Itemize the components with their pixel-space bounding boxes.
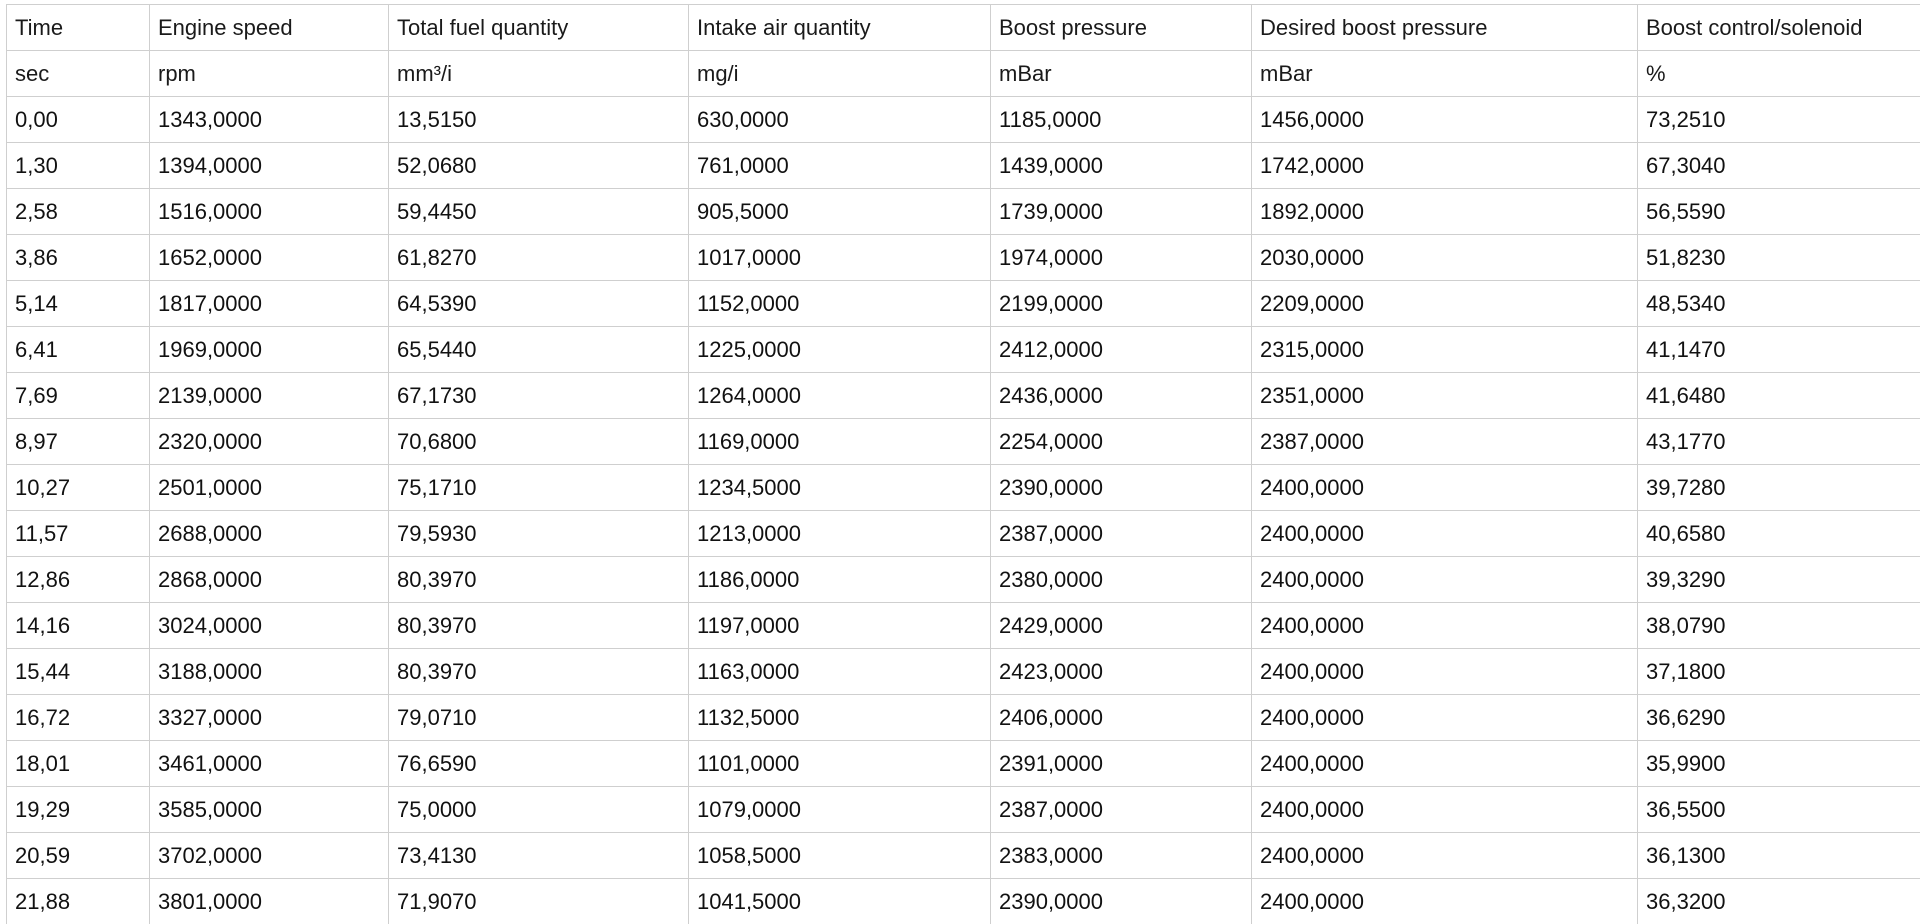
table-cell[interactable]: 43,1770 xyxy=(1638,419,1920,465)
table-cell[interactable]: 12,86 xyxy=(7,557,150,603)
table-cell[interactable]: 1264,0000 xyxy=(689,373,991,419)
table-row xyxy=(7,603,1920,649)
table-cell[interactable]: 36,5500 xyxy=(1638,787,1920,833)
table-cell[interactable]: 1439,0000 xyxy=(991,143,1252,189)
table-cell[interactable]: 1101,0000 xyxy=(689,741,991,787)
table-cell[interactable]: 6,41 xyxy=(7,327,150,373)
table-cell[interactable]: 1516,0000 xyxy=(150,189,389,235)
table-cell[interactable]: 80,3970 xyxy=(389,649,689,695)
unit-cell[interactable]: mBar xyxy=(991,51,1252,97)
table-cell[interactable]: 3024,0000 xyxy=(150,603,389,649)
column-header[interactable]: Total fuel quantity xyxy=(389,5,689,51)
table-row xyxy=(7,97,1920,143)
table-cell[interactable]: 73,4130 xyxy=(389,833,689,879)
table-cell[interactable]: 761,0000 xyxy=(689,143,991,189)
table-cell[interactable]: 3801,0000 xyxy=(150,879,389,924)
unit-cell[interactable]: sec xyxy=(7,51,150,97)
table-cell[interactable]: 52,0680 xyxy=(389,143,689,189)
table-cell[interactable]: 1234,5000 xyxy=(689,465,991,511)
table-cell[interactable]: 1343,0000 xyxy=(150,97,389,143)
table-cell[interactable]: 40,6580 xyxy=(1638,511,1920,557)
table-cell[interactable]: 1817,0000 xyxy=(150,281,389,327)
data-table xyxy=(6,4,1920,924)
table-cell[interactable]: 75,0000 xyxy=(389,787,689,833)
table-cell[interactable]: 2030,0000 xyxy=(1252,235,1638,281)
table-cell[interactable]: 7,69 xyxy=(7,373,150,419)
table-cell[interactable]: 75,1710 xyxy=(389,465,689,511)
table-cell[interactable]: 2400,0000 xyxy=(1252,833,1638,879)
table-cell[interactable]: 20,59 xyxy=(7,833,150,879)
table-cell[interactable]: 15,44 xyxy=(7,649,150,695)
table-cell[interactable]: 3,86 xyxy=(7,235,150,281)
table-cell[interactable]: 1742,0000 xyxy=(1252,143,1638,189)
table-row xyxy=(7,143,1920,189)
table-cell[interactable]: 2406,0000 xyxy=(991,695,1252,741)
table-cell[interactable]: 11,57 xyxy=(7,511,150,557)
table-cell[interactable]: 2387,0000 xyxy=(991,787,1252,833)
table-cell[interactable]: 73,2510 xyxy=(1638,97,1920,143)
table-cell[interactable]: 39,3290 xyxy=(1638,557,1920,603)
table-cell[interactable]: 41,6480 xyxy=(1638,373,1920,419)
table-cell[interactable]: 1197,0000 xyxy=(689,603,991,649)
table-cell[interactable]: 2387,0000 xyxy=(1252,419,1638,465)
table-row xyxy=(7,649,1920,695)
table-cell[interactable]: 38,0790 xyxy=(1638,603,1920,649)
table-cell[interactable]: 2254,0000 xyxy=(991,419,1252,465)
table-cell[interactable]: 1456,0000 xyxy=(1252,97,1638,143)
table-cell[interactable]: 3585,0000 xyxy=(150,787,389,833)
table-cell[interactable]: 80,3970 xyxy=(389,603,689,649)
table-cell[interactable]: 2412,0000 xyxy=(991,327,1252,373)
table-cell[interactable]: 1739,0000 xyxy=(991,189,1252,235)
table-row xyxy=(7,557,1920,603)
table-cell[interactable]: 905,5000 xyxy=(689,189,991,235)
table-row xyxy=(7,511,1920,557)
table-cell[interactable]: 79,5930 xyxy=(389,511,689,557)
table-cell[interactable]: 61,8270 xyxy=(389,235,689,281)
table-cell[interactable]: 1058,5000 xyxy=(689,833,991,879)
table-cell[interactable]: 71,9070 xyxy=(389,879,689,924)
table-cell[interactable]: 2436,0000 xyxy=(991,373,1252,419)
table-cell[interactable]: 13,5150 xyxy=(389,97,689,143)
column-header[interactable]: Boost pressure xyxy=(991,5,1252,51)
table-cell[interactable]: 2423,0000 xyxy=(991,649,1252,695)
table-cell[interactable]: 2315,0000 xyxy=(1252,327,1638,373)
unit-cell[interactable]: rpm xyxy=(150,51,389,97)
table-cell[interactable]: 51,8230 xyxy=(1638,235,1920,281)
table-row xyxy=(7,235,1920,281)
table-cell[interactable]: 39,7280 xyxy=(1638,465,1920,511)
table-cell[interactable]: 2501,0000 xyxy=(150,465,389,511)
table-cell[interactable]: 65,5440 xyxy=(389,327,689,373)
unit-cell[interactable]: mBar xyxy=(1252,51,1638,97)
table-cell[interactable]: 48,5340 xyxy=(1638,281,1920,327)
table-cell[interactable]: 5,14 xyxy=(7,281,150,327)
table-cell[interactable]: 2400,0000 xyxy=(1252,787,1638,833)
table-cell[interactable]: 70,6800 xyxy=(389,419,689,465)
table-cell[interactable]: 16,72 xyxy=(7,695,150,741)
table-row xyxy=(7,741,1920,787)
units-row xyxy=(7,51,1920,97)
table-cell[interactable]: 2139,0000 xyxy=(150,373,389,419)
table-cell[interactable]: 3702,0000 xyxy=(150,833,389,879)
table-cell[interactable]: 1079,0000 xyxy=(689,787,991,833)
table-cell[interactable]: 2429,0000 xyxy=(991,603,1252,649)
table-cell[interactable]: 3188,0000 xyxy=(150,649,389,695)
table-cell[interactable]: 79,0710 xyxy=(389,695,689,741)
table-row xyxy=(7,373,1920,419)
table-cell[interactable]: 59,4450 xyxy=(389,189,689,235)
table-cell[interactable]: 64,5390 xyxy=(389,281,689,327)
table-cell[interactable]: 8,97 xyxy=(7,419,150,465)
table-cell[interactable]: 1017,0000 xyxy=(689,235,991,281)
table-cell[interactable]: 2380,0000 xyxy=(991,557,1252,603)
header-row xyxy=(7,5,1920,51)
table-cell[interactable]: 36,6290 xyxy=(1638,695,1920,741)
table-cell[interactable]: 1152,0000 xyxy=(689,281,991,327)
table-row xyxy=(7,465,1920,511)
table-cell[interactable]: 2688,0000 xyxy=(150,511,389,557)
table-cell[interactable]: 67,3040 xyxy=(1638,143,1920,189)
table-cell[interactable]: 630,0000 xyxy=(689,97,991,143)
table-cell[interactable]: 2387,0000 xyxy=(991,511,1252,557)
table-cell[interactable]: 10,27 xyxy=(7,465,150,511)
table-cell[interactable]: 36,1300 xyxy=(1638,833,1920,879)
table-cell[interactable]: 1,30 xyxy=(7,143,150,189)
table-cell[interactable]: 1041,5000 xyxy=(689,879,991,924)
table-cell[interactable]: 1186,0000 xyxy=(689,557,991,603)
table-cell[interactable]: 3327,0000 xyxy=(150,695,389,741)
table-row xyxy=(7,787,1920,833)
table-cell[interactable]: 2,58 xyxy=(7,189,150,235)
column-header[interactable]: Intake air quantity xyxy=(689,5,991,51)
table-cell[interactable]: 2400,0000 xyxy=(1252,603,1638,649)
table-cell[interactable]: 1169,0000 xyxy=(689,419,991,465)
table-cell[interactable]: 18,01 xyxy=(7,741,150,787)
table-cell[interactable]: 67,1730 xyxy=(389,373,689,419)
table-row xyxy=(7,879,1920,924)
table-cell[interactable]: 2390,0000 xyxy=(991,879,1252,924)
table-cell[interactable]: 1892,0000 xyxy=(1252,189,1638,235)
table-cell[interactable]: 2400,0000 xyxy=(1252,511,1638,557)
table-row xyxy=(7,419,1920,465)
table-cell[interactable]: 1225,0000 xyxy=(689,327,991,373)
unit-cell[interactable]: mg/i xyxy=(689,51,991,97)
table-cell[interactable]: 2400,0000 xyxy=(1252,879,1638,924)
column-header[interactable]: Desired boost pressure xyxy=(1252,5,1638,51)
table-row xyxy=(7,281,1920,327)
table-cell[interactable]: 0,00 xyxy=(7,97,150,143)
table-cell[interactable]: 2400,0000 xyxy=(1252,465,1638,511)
table-row xyxy=(7,327,1920,373)
table-cell[interactable]: 14,16 xyxy=(7,603,150,649)
table-cell[interactable]: 1969,0000 xyxy=(150,327,389,373)
table-cell[interactable]: 2351,0000 xyxy=(1252,373,1638,419)
table-cell[interactable]: 2320,0000 xyxy=(150,419,389,465)
table-cell[interactable]: 1652,0000 xyxy=(150,235,389,281)
table-cell[interactable]: 2391,0000 xyxy=(991,741,1252,787)
table-cell[interactable]: 2400,0000 xyxy=(1252,695,1638,741)
column-header[interactable]: Time xyxy=(7,5,150,51)
table-cell[interactable]: 36,3200 xyxy=(1638,879,1920,924)
table-cell[interactable]: 1163,0000 xyxy=(689,649,991,695)
table-cell[interactable]: 1132,5000 xyxy=(689,695,991,741)
table-cell[interactable]: 2209,0000 xyxy=(1252,281,1638,327)
table-cell[interactable]: 1394,0000 xyxy=(150,143,389,189)
table-row xyxy=(7,695,1920,741)
table-cell[interactable]: 1213,0000 xyxy=(689,511,991,557)
table-cell[interactable]: 1974,0000 xyxy=(991,235,1252,281)
table-cell[interactable]: 19,29 xyxy=(7,787,150,833)
table-cell[interactable]: 2199,0000 xyxy=(991,281,1252,327)
table-cell[interactable]: 3461,0000 xyxy=(150,741,389,787)
table-row xyxy=(7,189,1920,235)
table-cell[interactable]: 80,3970 xyxy=(389,557,689,603)
table-cell[interactable]: 37,1800 xyxy=(1638,649,1920,695)
table-cell[interactable]: 35,9900 xyxy=(1638,741,1920,787)
table-cell[interactable]: 21,88 xyxy=(7,879,150,924)
column-header[interactable]: Boost control/solenoid xyxy=(1638,5,1920,51)
column-header[interactable]: Engine speed xyxy=(150,5,389,51)
table-cell[interactable]: 2400,0000 xyxy=(1252,557,1638,603)
table-row xyxy=(7,833,1920,879)
table-cell[interactable]: 2400,0000 xyxy=(1252,741,1638,787)
table-cell[interactable]: 1185,0000 xyxy=(991,97,1252,143)
table-cell[interactable]: 2400,0000 xyxy=(1252,649,1638,695)
table-cell[interactable]: 56,5590 xyxy=(1638,189,1920,235)
table-cell[interactable]: 2383,0000 xyxy=(991,833,1252,879)
table-cell[interactable]: 41,1470 xyxy=(1638,327,1920,373)
table-cell[interactable]: 2390,0000 xyxy=(991,465,1252,511)
table-cell[interactable]: 2868,0000 xyxy=(150,557,389,603)
unit-cell[interactable]: mm³/i xyxy=(389,51,689,97)
table-cell[interactable]: 76,6590 xyxy=(389,741,689,787)
unit-cell[interactable]: % xyxy=(1638,51,1920,97)
